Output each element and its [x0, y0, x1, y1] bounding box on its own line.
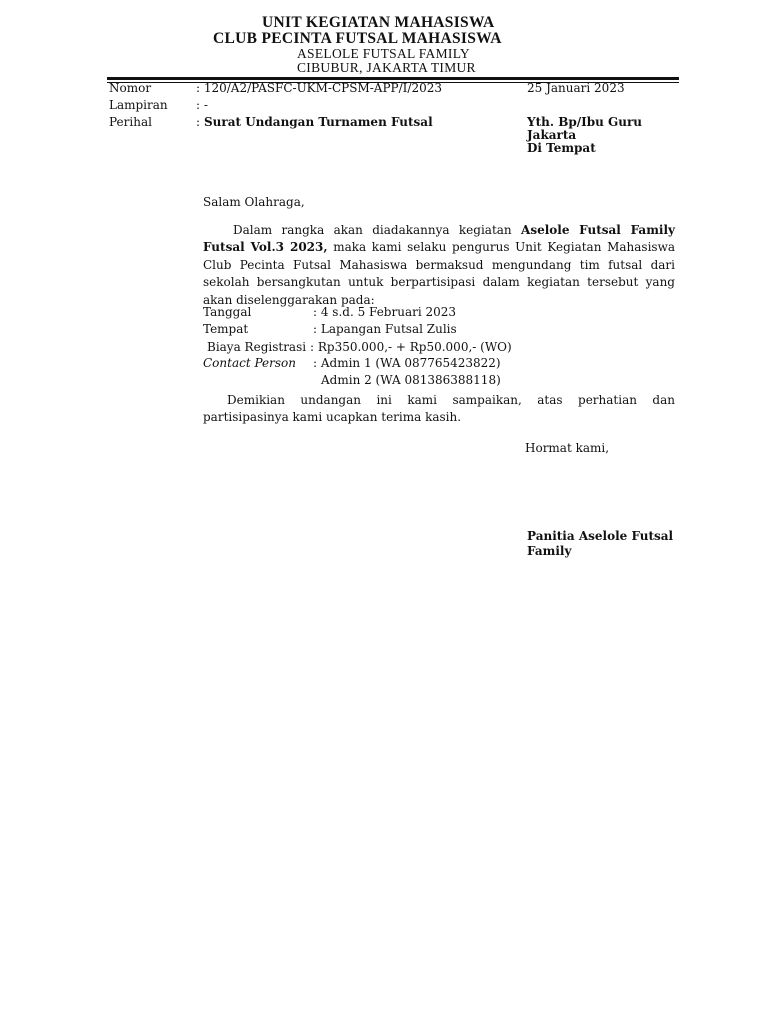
letterhead-club: CLUB PECINTA FUTSAL MAHASISWA [213, 30, 502, 47]
closing-paragraph [203, 392, 675, 427]
tempat-label: Tempat [203, 322, 249, 336]
letterhead-address: CIBUBUR, JAKARTA TIMUR [297, 60, 476, 75]
signature-salutation: Hormat kami, [525, 441, 610, 455]
perihal-colon: : [196, 115, 201, 129]
event-name: Aselole Futsal Family Futsal Vol.3 2023, [203, 223, 675, 255]
para-text-2: maka kami selaku pengurus Unit Kegiatan Mahasiswa Club Pecinta Futsal Mahasiswa bermaksud mengundang tim futsal dari sekolah bersangkutan untuk berpartisipasi dalam kegiatan tersebut yang akan diselenggarakan pada: [203, 240, 675, 307]
contact-person-admin2: Admin 2 (WA 081386388118) [321, 373, 501, 387]
lampiran-label: Lampiran [109, 98, 168, 112]
recipient-line3: Di Tempat [527, 141, 596, 155]
nomor-value: : 120/A2/PASFC-UKM-CPSM-APP/I/2023 [196, 81, 442, 95]
perihal-value: Surat Undangan Turnamen Futsal [204, 115, 433, 129]
tanggal-label: Tanggal [203, 305, 252, 319]
body-paragraph [203, 222, 675, 309]
tanggal-value: : 4 s.d. 5 Februari 2023 [313, 305, 457, 319]
nomor-label: Nomor [109, 81, 152, 95]
signer-line2: Family [527, 544, 572, 558]
letter-date: 25 Januari 2023 [527, 81, 625, 95]
lampiran-value: : - [196, 98, 208, 112]
tempat-value: : Lapangan Futsal Zulis [313, 322, 457, 336]
signer-line1: Panitia Aselole Futsal [527, 529, 674, 543]
contact-person-admin1: : Admin 1 (WA 087765423822) [313, 356, 501, 370]
contact-person-label: Contact Person [203, 356, 296, 370]
para-text-1: Dalam rangka akan diadakannya kegiatan [233, 223, 522, 237]
recipient-line1: Yth. Bp/Ibu Guru [527, 115, 643, 129]
letterhead-unit: UNIT KEGIATAN MAHASISWA [262, 14, 495, 31]
closing-text: Demikian undangan ini kami sampaikan, atas perhatian dan partisipasinya kami ucapkan terima kasih. [203, 393, 675, 425]
perihal-label: Perihal [109, 115, 152, 129]
letterhead-family: ASELOLE FUTSAL FAMILY [297, 46, 470, 61]
recipient-line2: Jakarta [527, 128, 577, 142]
greeting: Salam Olahraga, [203, 195, 305, 209]
biaya-value: : Rp350.000,- + Rp50.000,- (WO) [310, 340, 512, 354]
biaya-label: Biaya Registrasi [207, 340, 307, 354]
